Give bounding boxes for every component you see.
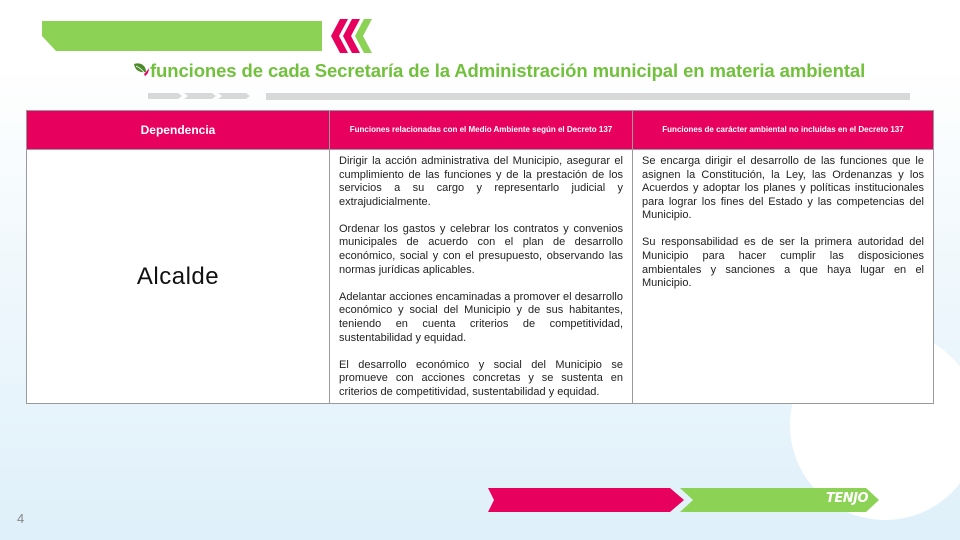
funciones-decreto-cell — [330, 150, 633, 404]
footer-arrows — [488, 487, 880, 513]
chevron-right-icon — [326, 17, 378, 55]
functions-table — [26, 110, 934, 404]
title-row — [132, 56, 865, 86]
funciones-no-incluidas-cell — [633, 150, 934, 404]
decorative-arrows — [148, 91, 258, 101]
header-grey-line — [266, 93, 910, 100]
funcion-paragraph: Adelantar acciones encaminadas a promover el desarrollo económico y social del Municipio y de sus habitantes, teniendo en cuenta criterios de competitividad, sustentabilidad y equidad. — [339, 290, 623, 344]
funcion-paragraph: Su responsabilidad es de ser la primera autoridad del Municipio para hacer cumplir las disposiciones ambientales y sanciones a que haya lugar en el Municipio. — [642, 236, 924, 290]
funcion-paragraph: Se encarga dirigir el desarrollo de las funciones que le asignen la Constitución, la Ley, las Ordenanzas y los Acuerdos y adoptar los planes y políticas institucionales para lograr los fines del Estado y las competencias del Municipio. — [642, 155, 924, 222]
leaf-icon — [132, 61, 150, 81]
table-row — [27, 150, 934, 404]
page-title: funciones de cada Secretaría de la Administración municipal en materia ambiental — [150, 60, 866, 81]
funcion-paragraph: Dirigir la acción administrativa del Municipio, asegurar el cumplimiento de las funciones y de la prestación de los servicios a su cargo y representarlo judicial y extrajudicialmente. — [339, 155, 623, 208]
header-green-bar — [42, 21, 322, 51]
column-header-funciones-no-incluidas: Funciones de carácter ambiental no incluidas en el Decreto 137 — [633, 111, 934, 150]
table-header-row — [27, 111, 934, 150]
tenjo-logo: TENJO — [826, 491, 869, 506]
column-header-dependencia: Dependencia — [27, 111, 330, 150]
page-number: 4 — [17, 511, 25, 526]
dependencia-cell: Alcalde — [27, 150, 330, 404]
funcion-paragraph: Ordenar los gastos y celebrar los contratos y convenios municipales de acuerdo con el plan de desarrollo económico, social y con el presupuesto, observando las normas jurídicas aplicables. — [339, 222, 623, 276]
funcion-paragraph: El desarrollo económico y social del Municipio se promueve con acciones concretas y se sustenta en criterios de competitividad, sustentabilidad y equidad. — [339, 358, 623, 398]
column-header-funciones-decreto: Funciones relacionadas con el Medio Ambiente según el Decreto 137 — [330, 111, 633, 150]
